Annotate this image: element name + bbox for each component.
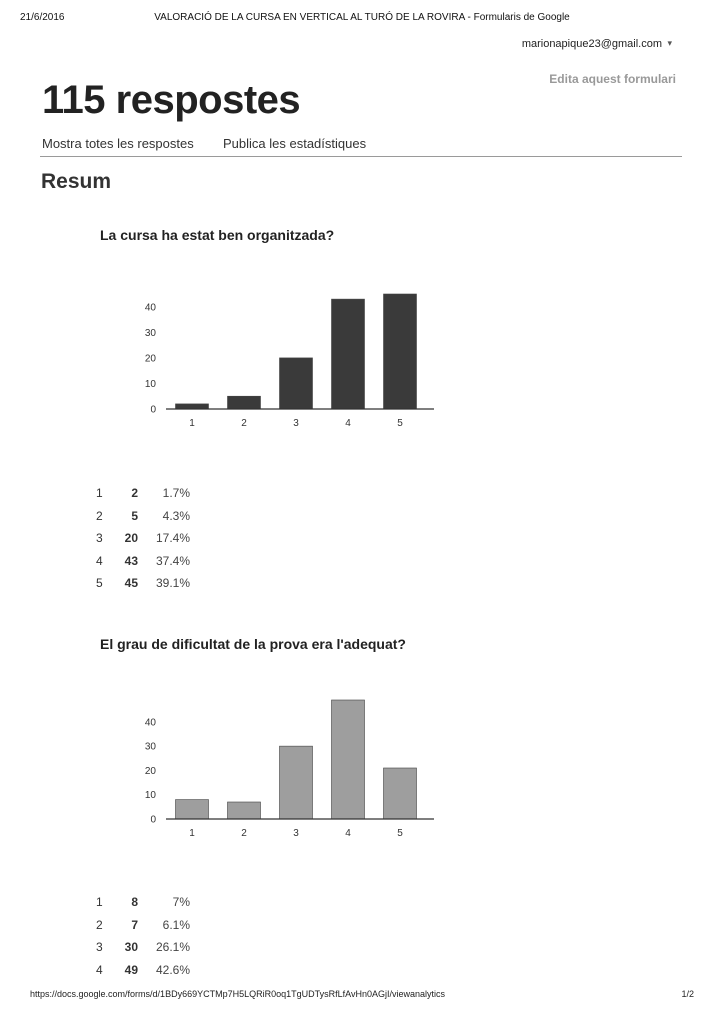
bar [280, 358, 313, 409]
bar [332, 700, 365, 819]
response-percent: 37.4% [155, 553, 190, 568]
table-row [96, 572, 190, 595]
response-count: 5 [131, 508, 138, 523]
chevron-down-icon[interactable]: ▾ [667, 38, 672, 48]
y-tick-label: 20 [144, 353, 156, 365]
tab-publish-statistics[interactable]: Publica les estadístiques [223, 136, 367, 151]
bar [176, 800, 209, 819]
y-tick-label: 30 [144, 327, 156, 339]
option-label: 4 [96, 553, 103, 568]
x-tick-label: 5 [397, 418, 403, 429]
x-tick-label: 1 [189, 828, 195, 839]
y-tick-label: 10 [144, 790, 156, 802]
y-tick-label: 30 [144, 741, 156, 753]
y-tick-label: 40 [144, 302, 156, 314]
option-label: 3 [96, 531, 103, 546]
response-count: 8 [131, 895, 138, 910]
print-title: VALORACIÓ DE LA CURSA EN VERTICAL AL TURÓ DE LA ROVIRA - Formularis de Google [154, 12, 570, 23]
x-tick-label: 2 [241, 828, 247, 839]
x-tick-label: 3 [293, 828, 299, 839]
x-tick-label: 2 [241, 418, 247, 429]
tabs-divider [40, 156, 682, 157]
y-tick-label: 40 [144, 717, 156, 729]
bar [280, 746, 313, 819]
table-row [96, 959, 190, 982]
section-title: Resum [41, 170, 112, 193]
table-row [96, 482, 190, 505]
question-2-title: El grau de dificultat de la prova era l'adequat? [100, 636, 406, 652]
x-tick-label: 4 [345, 418, 351, 429]
y-tick-label: 10 [144, 378, 156, 390]
question-2-summary-table [96, 891, 190, 981]
response-percent: 1.7% [162, 486, 190, 501]
table-row [96, 891, 190, 914]
question-2-chart [130, 690, 430, 840]
print-date: 21/6/2016 [20, 12, 65, 23]
response-percent: 39.1% [155, 576, 190, 591]
option-label: 3 [96, 940, 103, 955]
bar [228, 396, 261, 409]
table-row [96, 505, 190, 528]
y-tick-label: 20 [144, 765, 156, 777]
footer-url: https://docs.google.com/forms/d/1BDy669YCTMp7H5LQRiR0oq1TgUDTysRfLfAvHn0AGjI/viewanalytics [30, 989, 446, 999]
account-email[interactable]: marionapique23@gmail.com [521, 38, 662, 50]
response-percent: 6.1% [162, 917, 190, 932]
response-percent: 17.4% [155, 531, 190, 546]
bar [384, 768, 417, 819]
bar [228, 802, 261, 819]
page-title: 115 respostes [42, 78, 301, 122]
bar [384, 294, 417, 409]
option-label: 4 [96, 962, 103, 977]
table-row [96, 936, 190, 959]
response-count: 45 [124, 576, 138, 591]
y-tick-label: 0 [150, 814, 156, 826]
x-tick-label: 3 [293, 418, 299, 429]
question-1-chart [130, 280, 430, 430]
response-count: 43 [124, 553, 138, 568]
response-count: 49 [124, 962, 138, 977]
response-percent: 26.1% [155, 940, 190, 955]
tab-show-all-responses[interactable]: Mostra totes les respostes [42, 136, 194, 151]
bar [332, 299, 365, 409]
option-label: 1 [96, 895, 103, 910]
x-tick-label: 4 [345, 828, 351, 839]
response-count: 7 [131, 917, 138, 932]
response-count: 20 [124, 531, 138, 546]
response-percent: 42.6% [155, 962, 190, 977]
x-tick-label: 1 [189, 418, 195, 429]
option-label: 2 [96, 917, 103, 932]
footer-page-number: 1/2 [681, 989, 694, 999]
option-label: 5 [96, 576, 103, 591]
response-count: 2 [131, 486, 138, 501]
response-percent: 4.3% [162, 508, 190, 523]
question-1-title: La cursa ha estat ben organitzada? [100, 227, 335, 243]
response-percent: 7% [172, 895, 190, 910]
option-label: 2 [96, 508, 103, 523]
y-tick-label: 0 [150, 404, 156, 416]
table-row [96, 550, 190, 573]
table-row [96, 527, 190, 550]
bar [176, 404, 209, 409]
response-count: 30 [124, 940, 138, 955]
option-label: 1 [96, 486, 103, 501]
question-1-summary-table [96, 482, 190, 595]
table-row [96, 914, 190, 937]
edit-form-link[interactable]: Edita aquest formulari [549, 72, 676, 86]
x-tick-label: 5 [397, 828, 403, 839]
